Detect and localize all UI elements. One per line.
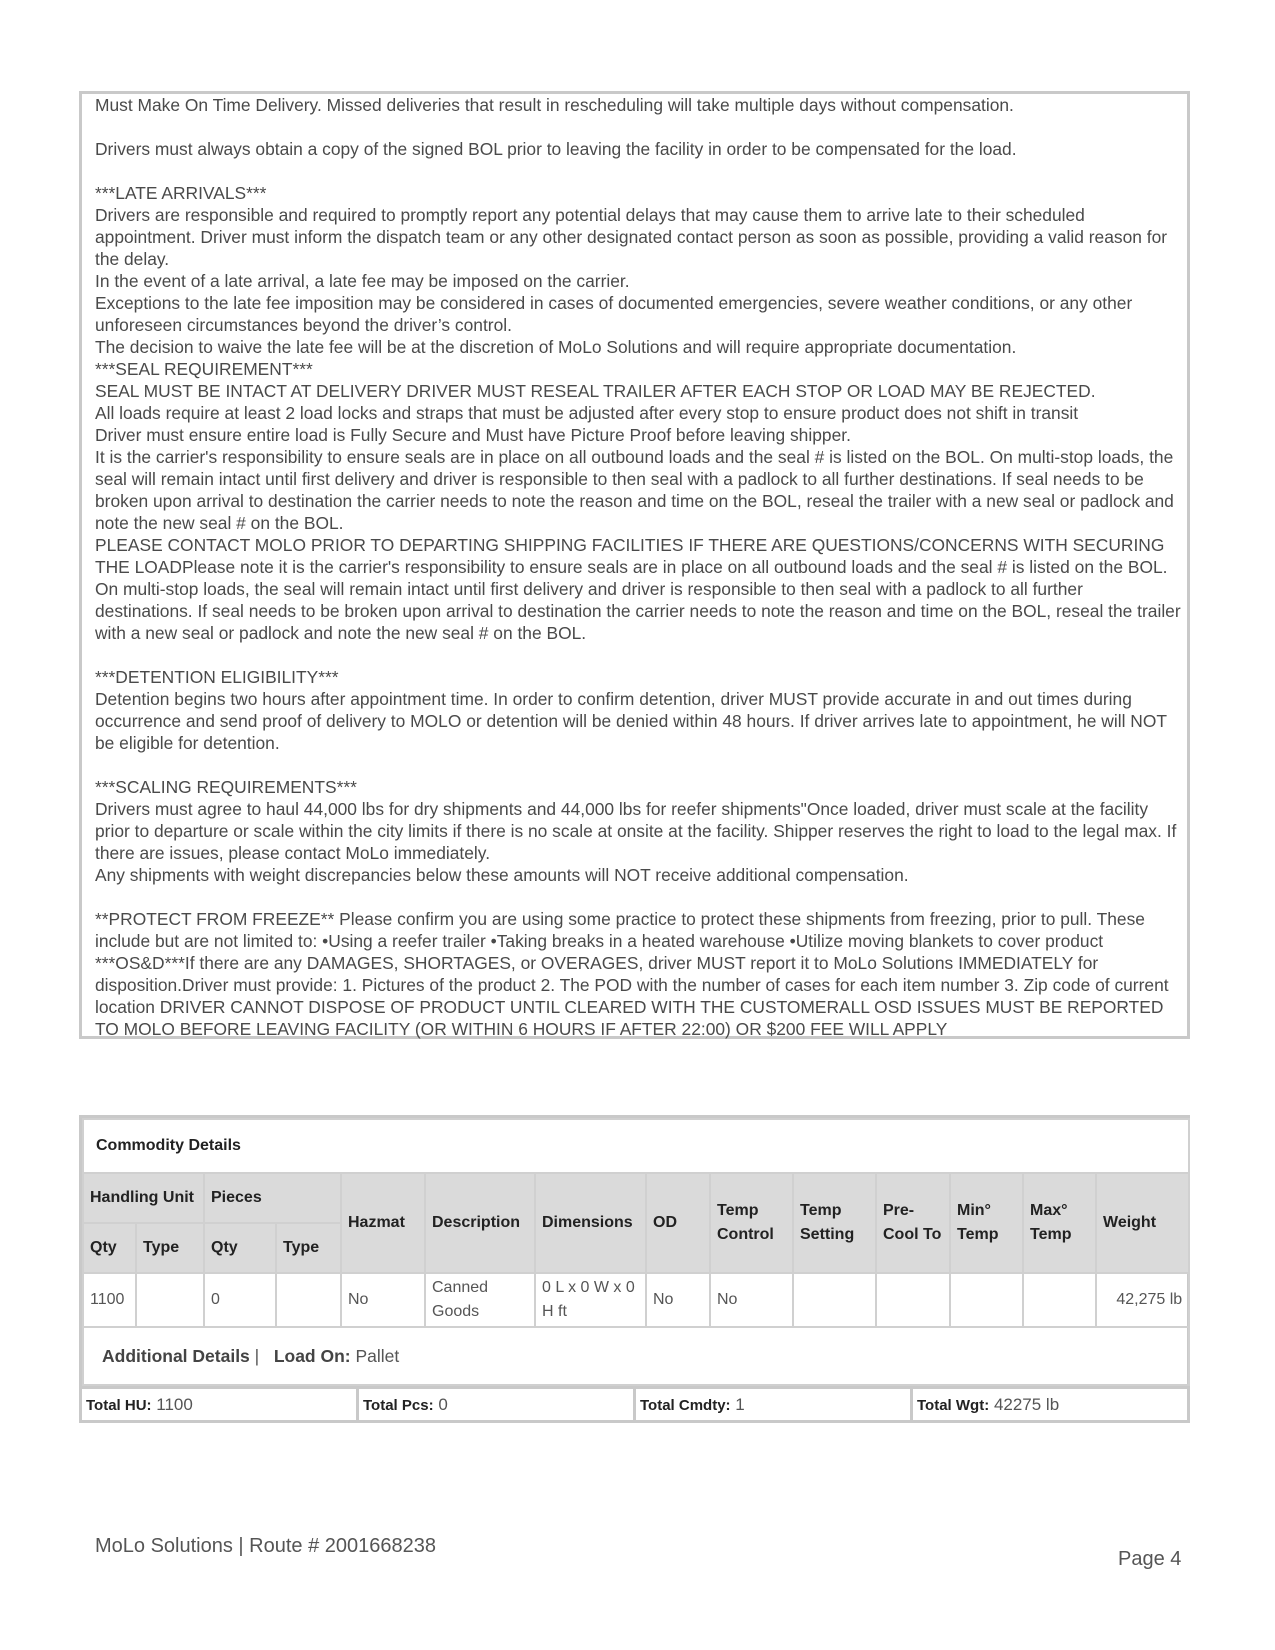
late-arrivals-heading: ***LATE ARRIVALS*** [95,183,267,203]
paragraph-gap [95,116,1185,138]
hu-qty-header: Qty [83,1223,136,1273]
weight-header: Weight [1096,1173,1189,1273]
pcs-qty-cell: 0 [204,1273,276,1327]
pcs-type-header: Type [276,1223,341,1273]
od-header: OD [646,1173,710,1273]
hu-type-cell [136,1273,204,1327]
hu-type-header: Type [136,1223,204,1273]
totals-row [82,1386,1187,1420]
seal-requirement-heading: ***SEAL REQUIREMENT*** [95,359,313,379]
total-wgt [913,1389,1187,1420]
max-temp-header: Max° Temp [1023,1173,1096,1273]
note-paragraph: All loads require at least 2 load locks and straps that must be adjusted after every stop to ensure product does not shift in transit [95,403,1079,423]
total-pcs-value: 0 [438,1395,448,1414]
note-paragraph: Detention begins two hours after appointment time. In order to confirm detention, driver MUST provide accurate in and out times during occurrence and send proof of delivery to MOLO or detention will be denied within 48 hours. If driver arrives late to appointment, he will NOT be eligible for detention. [95,689,1167,753]
commodity-details-section [79,1115,1190,1423]
hu-qty-cell: 1100 [83,1273,136,1327]
hazmat-header: Hazmat [341,1173,425,1273]
pieces-header: Pieces [204,1173,341,1223]
hazmat-cell: No [341,1273,425,1327]
temp-control-header: Temp Control [710,1173,793,1273]
dimensions-header: Dimensions [535,1173,646,1273]
note-paragraph: Driver must ensure entire load is Fully Secure and Must have Picture Proof before leaving shipper. [95,425,851,445]
total-wgt-label: Total Wgt: [917,1397,990,1414]
note-paragraph: PLEASE CONTACT MOLO PRIOR TO DEPARTING SHIPPING FACILITIES IF THERE ARE QUESTIONS/CONCERNS WITH SECURING THE LOADPlease note it is the carrier's responsibility to ensure seals are in place on all outbound loads and the seal # is listed on the BOL. On multi-stop loads, the seal will remain intact until first delivery and driver is responsible to then seal with a padlock to all further destinations. If seal needs to be broken upon arrival to destination the carrier needs to note the reason and time on the BOL, reseal the trailer with a new seal or padlock and note the new seal # on the BOL. [95,535,1181,643]
temp-setting-header: Temp Setting [793,1173,876,1273]
load-on-value: Pallet [355,1345,400,1366]
scaling-heading: ***SCALING REQUIREMENTS*** [95,777,357,797]
total-pcs [359,1389,636,1420]
note-paragraph: In the event of a late arrival, a late fee may be imposed on the carrier. [95,271,630,291]
separator: | [254,1345,260,1366]
note-paragraph: SEAL MUST BE INTACT AT DELIVERY DRIVER MUST RESEAL TRAILER AFTER EACH STOP OR LOAD MAY BE REJECTED. [95,381,1096,401]
table-row [83,1273,1189,1327]
note-paragraph: It is the carrier's responsibility to ensure seals are in place on all outbound loads and the seal # is listed on the BOL. On multi-stop loads, the seal will remain intact until first delivery and driver is responsible to then seal with a padlock to all further destinations. If seal needs to be broken upon arrival to destination the carrier needs to note the reason and time on the BOL, reseal the trailer with a new seal or padlock and note the new seal # on the BOL. [95,447,1174,533]
footer-route: MoLo Solutions | Route # 2001668238 [95,1535,437,1557]
paragraph-gap [95,160,1185,182]
paragraph-gap [95,754,1185,776]
paragraph-gap [95,644,1185,666]
total-cmdty [636,1389,913,1420]
od-cell: No [646,1273,710,1327]
description-cell: Canned Goods [425,1273,535,1327]
dimensions-cell: 0 L x 0 W x 0 H ft [535,1273,646,1327]
total-cmdty-label: Total Cmdty: [640,1397,731,1414]
temp-control-cell: No [710,1273,793,1327]
detention-heading: ***DETENTION ELIGIBILITY*** [95,667,339,687]
max-temp-cell [1023,1273,1096,1327]
note-paragraph: Any shipments with weight discrepancies below these amounts will NOT receive additional compensation. [95,865,909,885]
commodity-table [82,1118,1190,1386]
commodity-details-title: Commodity Details [83,1119,1189,1173]
note-paragraph: Drivers are responsible and required to promptly report any potential delays that may cause them to arrive late to their scheduled appointment. Driver must inform the dispatch team or any other designated contact person as soon as possible, providing a valid reason for the delay. [95,205,1168,269]
handling-unit-header: Handling Unit [83,1173,204,1223]
pre-cool-to-cell [876,1273,950,1327]
load-on-label: Load On: [273,1345,351,1366]
pre-cool-to-header: Pre-Cool To [876,1173,950,1273]
note-paragraph: Drivers must agree to haul 44,000 lbs for dry shipments and 44,000 lbs for reefer shipments"Once loaded, driver must scale at the facility prior to departure or scale within the city limits if there is no scale at onsite at the facility. Shipper reserves the right to load to the legal max. If there are issues, please contact MoLo immediately. [95,799,1177,863]
temp-setting-cell [793,1273,876,1327]
total-cmdty-value: 1 [735,1395,745,1414]
additional-details-label: Additional Details [102,1345,250,1366]
note-paragraph: Drivers must always obtain a copy of the signed BOL prior to leaving the facility in order to be compensated for the load. [95,139,1017,159]
note-paragraph: **PROTECT FROM FREEZE** Please confirm you are using some practice to protect these shipments from freezing, prior to pull. These include but are not limited to: •Using a reefer trailer •Taking breaks in a heated warehouse •Utilize moving blankets to cover product ***OS&D***If there are any DAMAGES, SHORTAGES, or OVERAGES, driver MUST report it to MoLo Solutions IMMEDIATELY for disposition.Driver must provide: 1. Pictures of the product 2. The POD with the number of cases for each item number 3. Zip code of current location DRIVER CANNOT DISPOSE OF PRODUCT UNTIL CLEARED WITH THE CUSTOMERALL OSD ISSUES MUST BE REPORTED TO MOLO BEFORE LEAVING FACILITY (OR WITHIN 6 HOURS IF AFTER 22:00) OR $200 FEE WILL APPLY [95,909,1169,1039]
min-temp-cell [950,1273,1023,1327]
description-header: Description [425,1173,535,1273]
pcs-qty-header: Qty [204,1223,276,1273]
min-temp-header: Min° Temp [950,1173,1023,1273]
additional-details-row [83,1327,1189,1385]
carrier-instructions-box [79,91,1190,1039]
total-wgt-value: 42275 lb [993,1395,1060,1414]
paragraph-gap [95,886,1185,908]
pcs-type-cell [276,1273,341,1327]
total-pcs-label: Total Pcs: [363,1397,434,1414]
weight-cell: 42,275 lb [1096,1273,1189,1327]
note-paragraph: Exceptions to the late fee imposition may be considered in cases of documented emergencies, severe weather conditions, or any other unforeseen circumstances beyond the driver’s control. [95,293,1133,335]
total-hu [82,1389,359,1420]
note-paragraph: The decision to waive the late fee will be at the discretion of MoLo Solutions and will require appropriate documentation. [95,337,1017,357]
total-hu-value: 1100 [156,1395,193,1414]
page-number: Page 4 [1118,1548,1182,1570]
note-paragraph: Must Make On Time Delivery. Missed deliveries that result in rescheduling will take multiple days without compensation. [95,95,1014,115]
total-hu-label: Total HU: [86,1397,152,1414]
